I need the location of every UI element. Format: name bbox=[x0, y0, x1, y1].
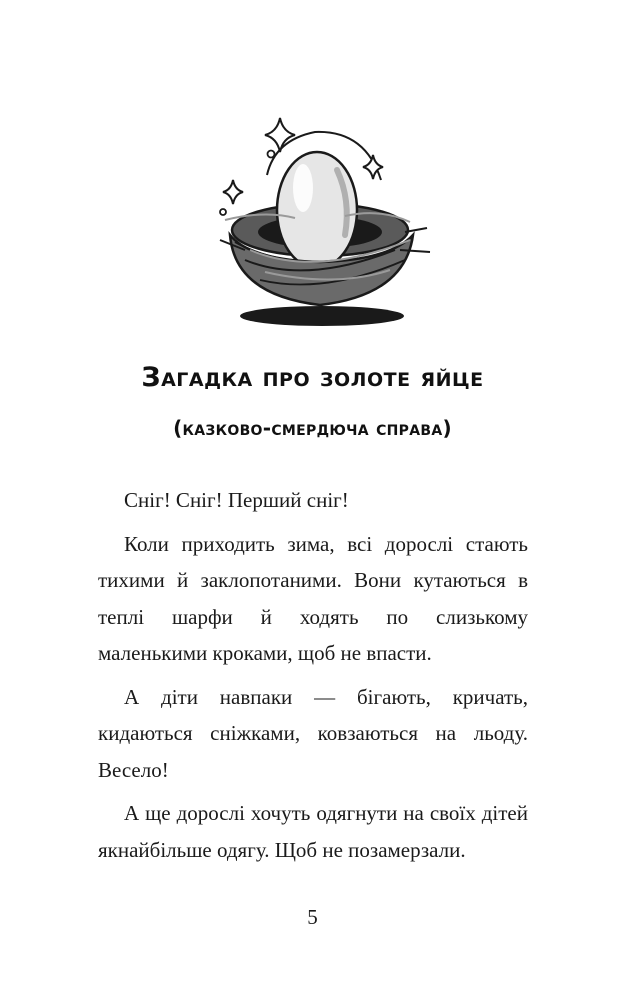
chapter-subtitle: (казково-смердюча справа) bbox=[173, 416, 452, 440]
paragraph: А ще дорослі хочуть одягнути на своїх дітей якнайбільше одягу. Щоб не позамерзали. bbox=[98, 801, 528, 862]
paragraph: Коли приходить зима, всі дорослі стають тихими й заклопотаними. Вони кутаються в теплі шарфи й ходять по слизькому маленькими кроками, щоб не впасти. bbox=[98, 531, 528, 665]
egg-in-nest-icon bbox=[205, 100, 435, 335]
chapter-title: Загадка про золоте яйце bbox=[141, 362, 484, 393]
paragraph: Сніг! Сніг! Перший сніг! bbox=[124, 488, 349, 512]
page-number: 5 bbox=[307, 905, 318, 929]
chapter-body bbox=[98, 482, 528, 875]
paragraph: А діти навпаки — бігають, кричать, кидаються сніжками, ковзаються на льоду. Весело! bbox=[98, 684, 528, 782]
